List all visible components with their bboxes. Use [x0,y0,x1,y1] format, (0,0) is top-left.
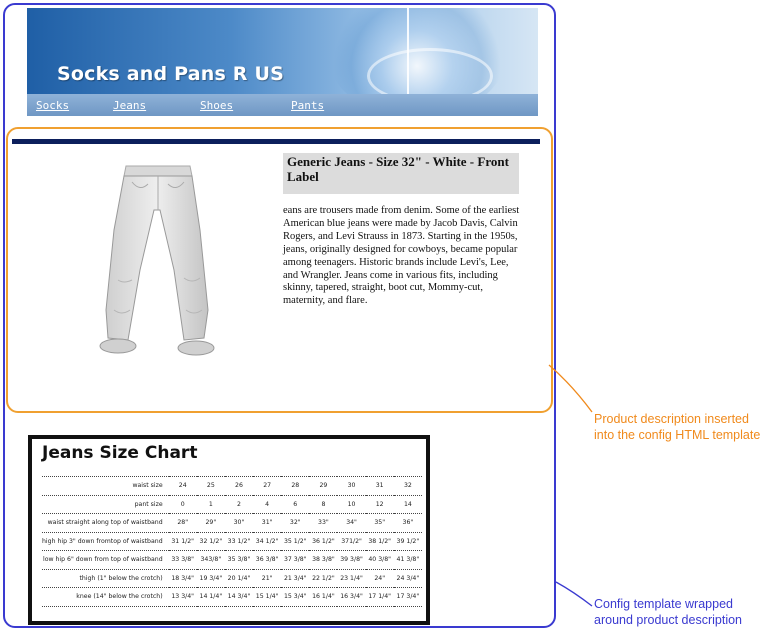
table-row [42,588,422,607]
table-cell: 10 [337,495,365,514]
table-row [42,551,422,570]
table-row [42,477,422,496]
table-cell: 28 [281,477,309,496]
row-label: high hip 3" down fromtop of waistband [42,532,169,551]
nav-link-jeans[interactable]: Jeans [113,99,147,112]
table-cell: 20 1/4" [225,569,253,588]
site-nav [27,94,538,116]
blue-connector-line [556,582,592,606]
table-cell: 17 1/4" [366,588,394,607]
table-cell: 6 [281,495,309,514]
table-row [42,569,422,588]
table-cell: 38 3/8" [309,551,337,570]
product-title: Generic Jeans - Size 32" - White - Front Label [287,154,509,184]
table-cell: 33 1/2" [225,532,253,551]
table-cell: 27 [253,477,281,496]
table-cell: 24 3/4" [394,569,422,588]
table-cell: 18 3/4" [169,569,197,588]
table-cell: 4 [253,495,281,514]
table-cell: 14 3/4" [225,588,253,607]
row-label: thigh (1" below the crotch) [42,569,169,588]
table-cell: 39 3/8" [337,551,365,570]
row-label: knee (14" below the crotch) [42,588,169,607]
row-label: low hip 6" down from top of waistband [42,551,169,570]
table-cell: 14 1/4" [197,588,225,607]
row-label: waist size [42,477,169,496]
table-cell: 29" [197,514,225,533]
table-cell: 32" [281,514,309,533]
table-cell: 38 1/2" [366,532,394,551]
site-title: Socks and Pans R US [57,63,284,85]
table-cell: 21" [253,569,281,588]
table-row [42,495,422,514]
site-banner [27,8,538,94]
row-label: pant size [42,495,169,514]
nav-link-socks[interactable]: Socks [36,99,70,112]
table-cell: 24 [169,477,197,496]
table-cell: 36 3/8" [253,551,281,570]
size-chart-title: Jeans Size Chart [42,443,198,463]
table-cell: 1 [197,495,225,514]
table-cell: 16 1/4" [309,588,337,607]
table-cell: 15 3/4" [281,588,309,607]
nav-link-shoes[interactable]: Shoes [200,99,234,112]
table-cell: 36 1/2" [309,532,337,551]
table-cell: 25 [197,477,225,496]
table-cell: 29 [309,477,337,496]
table-cell: 30" [225,514,253,533]
table-cell: 32 1/2" [197,532,225,551]
table-cell: 31 1/2" [169,532,197,551]
table-cell: 24" [366,569,394,588]
size-chart-table [42,476,422,607]
table-cell: 39 1/2" [394,532,422,551]
table-cell: 35 3/8" [225,551,253,570]
table-cell: 35 1/2" [281,532,309,551]
table-cell: 35" [366,514,394,533]
table-cell: 37 3/8" [281,551,309,570]
nav-link-pants[interactable]: Pants [291,99,325,112]
table-cell: 12 [366,495,394,514]
table-cell: 16 3/4" [337,588,365,607]
table-cell: 371/2" [337,532,365,551]
white-jeans-image [88,160,228,360]
table-cell: 36" [394,514,422,533]
table-cell: 31" [253,514,281,533]
header-rule [12,139,540,144]
config-note-annotation: Config template wrapped around product description [594,597,743,627]
table-cell: 22 1/2" [309,569,337,588]
table-cell: 41 3/8" [394,551,422,570]
table-cell: 0 [169,495,197,514]
table-cell: 33 3/8" [169,551,197,570]
table-cell: 40 3/8" [366,551,394,570]
size-chart-image [28,435,430,625]
table-cell: 30 [337,477,365,496]
table-cell: 13 3/4" [169,588,197,607]
table-cell: 28" [169,514,197,533]
table-cell: 32 [394,477,422,496]
table-cell: 8 [309,495,337,514]
row-label: waist straight along top of waistband [42,514,169,533]
table-cell: 19 3/4" [197,569,225,588]
table-cell: 33" [309,514,337,533]
table-cell: 31 [366,477,394,496]
product-title-box [283,153,519,194]
banner-divider [407,8,409,94]
table-cell: 15 1/4" [253,588,281,607]
table-cell: 21 3/4" [281,569,309,588]
table-cell: 2 [225,495,253,514]
table-cell: 14 [394,495,422,514]
table-row [42,514,422,533]
table-cell: 26 [225,477,253,496]
table-cell: 34" [337,514,365,533]
product-note-annotation: Product description inserted into the config HTML template [594,412,761,442]
table-row [42,532,422,551]
table-cell: 23 1/4" [337,569,365,588]
table-cell: 34 1/2" [253,532,281,551]
table-cell: 343/8" [197,551,225,570]
table-cell: 17 3/4" [394,588,422,607]
product-description: eans are trousers made from denim. Some of the earliest American blue jeans were made by Jacob Davis, Calvin Rogers, and Levi Strauss in 1873. Starting in the 1950s, jeans, originally designed for cowboys, became popular among teenagers. Historic brands include Levi's, Lee, and Wrangler. Jeans come in various fits, including skinny, tapered, straight, boot cut, Mommy-cut, maternity, and flare. [283,205,520,307]
